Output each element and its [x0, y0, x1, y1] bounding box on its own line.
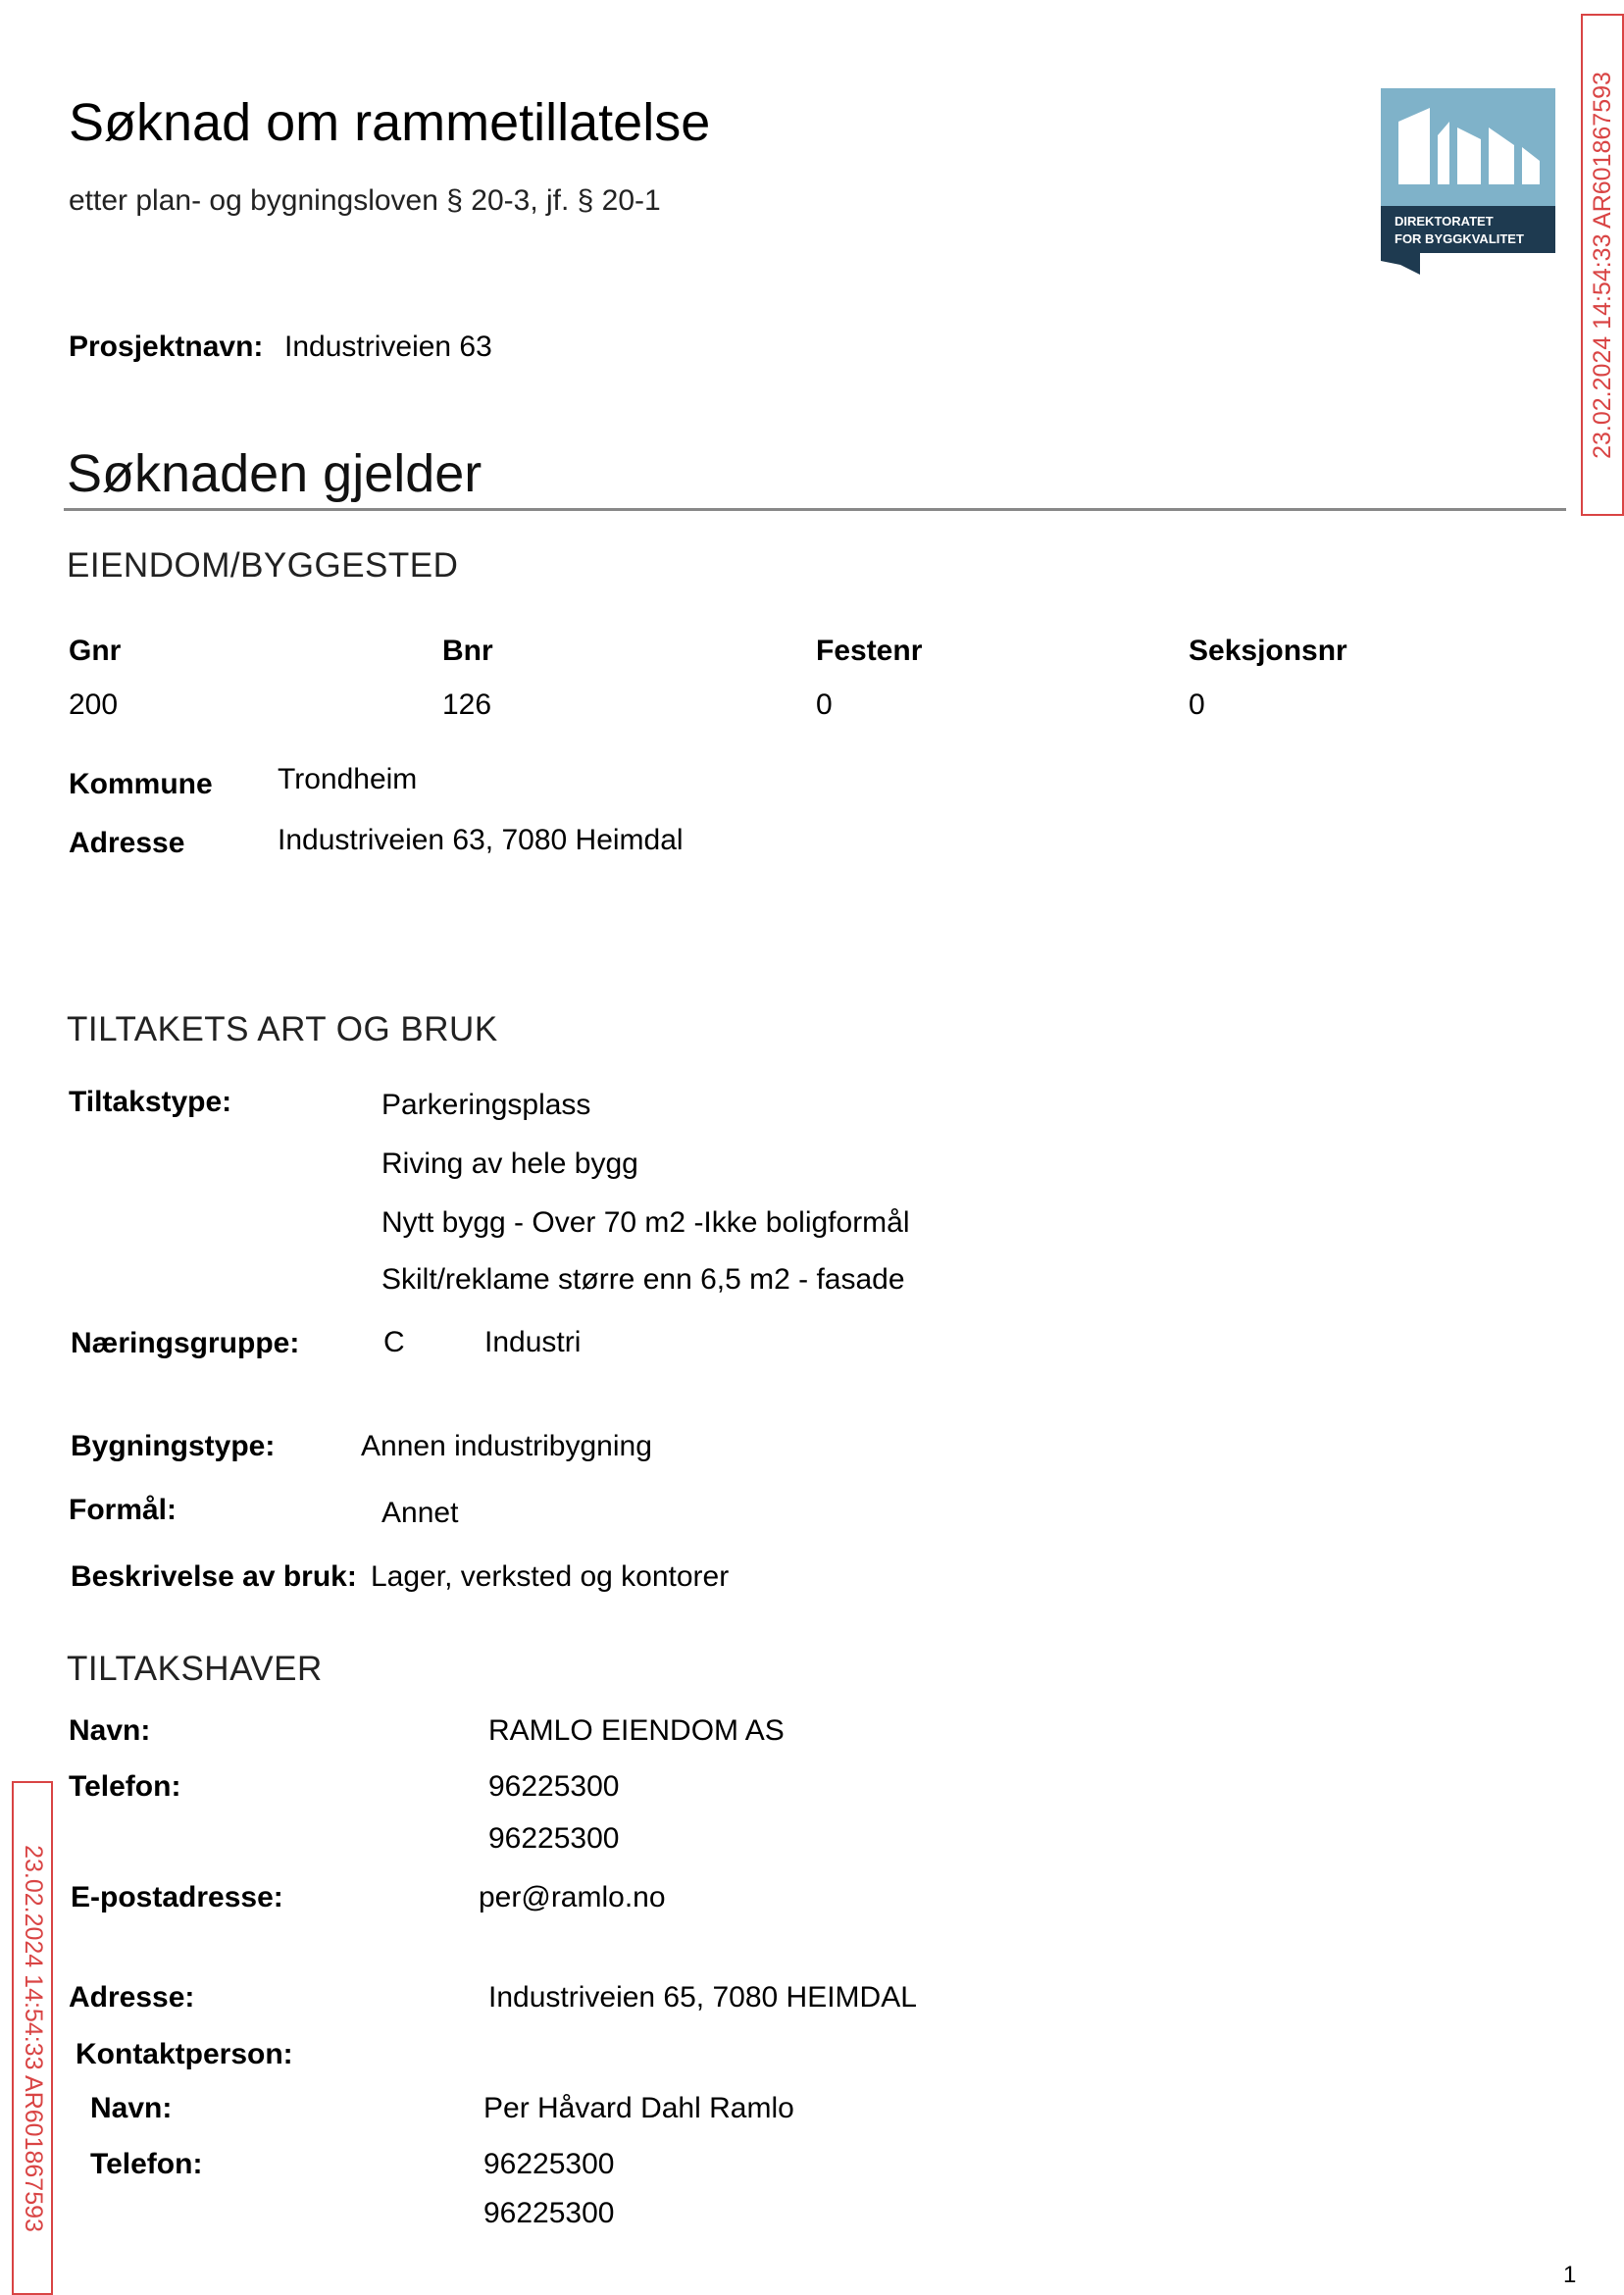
naeringsgruppe-code: C	[383, 1326, 405, 1358]
kommune-label: Kommune	[69, 768, 213, 800]
project-label: Prosjektnavn:	[69, 331, 264, 363]
adresse-value: Industriveien 63, 7080 Heimdal	[278, 824, 684, 856]
epost-label: E-postadresse:	[71, 1881, 283, 1913]
tiltakstype-item: Skilt/reklame større enn 6,5 m2 - fasade	[381, 1263, 905, 1296]
telefon-value: 96225300	[488, 1822, 620, 1855]
kommune-value: Trondheim	[278, 763, 418, 795]
date-stamp-top	[1581, 14, 1624, 516]
heading-divider	[64, 508, 1566, 511]
tiltakstype-label: Tiltakstype:	[69, 1086, 232, 1118]
bruk-value: Lager, verksted og kontorer	[371, 1560, 730, 1593]
formaal-label: Formål:	[69, 1494, 178, 1526]
section-heading: Søknaden gjelder	[67, 444, 482, 503]
dibk-logo	[1381, 88, 1555, 275]
eiendom-heading: EIENDOM/BYGGESTED	[67, 546, 459, 585]
tiltakstype-item: Riving av hele bygg	[381, 1148, 638, 1180]
telefon-value: 96225300	[488, 1770, 620, 1803]
document-title: Søknad om rammetillatelse	[69, 93, 711, 152]
bygningstype-value: Annen industribygning	[361, 1430, 652, 1462]
naeringsgruppe-name: Industri	[484, 1326, 582, 1358]
bnr-value: 126	[442, 688, 492, 721]
date-stamp-text: 23.02.2024 14:54:33 AR601867593	[19, 1844, 47, 2232]
festenr-value: 0	[816, 688, 833, 721]
kontakt-telefon-value: 96225300	[483, 2148, 615, 2180]
seksjonsnr-value: 0	[1189, 688, 1205, 721]
bnr-label: Bnr	[442, 635, 493, 667]
tiltakstype-item: Parkeringsplass	[381, 1089, 591, 1121]
tiltakshaver-heading: TILTAKSHAVER	[67, 1650, 323, 1688]
document-subtitle: etter plan- og bygningsloven § 20-3, jf. § 20-1	[69, 184, 661, 217]
tiltak-heading: TILTAKETS ART OG BRUK	[67, 1010, 498, 1048]
epost-value: per@ramlo.no	[479, 1881, 666, 1913]
formaal-value: Annet	[381, 1497, 459, 1529]
date-stamp-left	[12, 1781, 53, 2295]
date-stamp-text: 23.02.2024 14:54:33 AR601867593	[1588, 71, 1616, 459]
seksjonsnr-label: Seksjonsnr	[1189, 635, 1347, 667]
logo-text-line2: FOR BYGGKVALITET	[1395, 231, 1524, 246]
tiltakshaver-adresse-label: Adresse:	[69, 1981, 195, 2014]
tiltakstype-item: Nytt bygg - Over 70 m2 -Ikke boligformål	[381, 1206, 910, 1239]
kontakt-navn-value: Per Håvard Dahl Ramlo	[483, 2092, 794, 2124]
kontakt-navn-label: Navn:	[90, 2092, 173, 2124]
page-number: 1	[1563, 2262, 1577, 2288]
adresse-label: Adresse	[69, 827, 185, 859]
logo-text-line1: DIREKTORATET	[1395, 214, 1494, 229]
gnr-label: Gnr	[69, 635, 122, 667]
festenr-label: Festenr	[816, 635, 923, 667]
bygningstype-label: Bygningstype:	[71, 1430, 276, 1462]
gnr-value: 200	[69, 688, 119, 721]
navn-label: Navn:	[69, 1714, 151, 1747]
navn-value: RAMLO EIENDOM AS	[488, 1714, 785, 1747]
kontakt-telefon-value: 96225300	[483, 2197, 615, 2229]
bruk-label: Beskrivelse av bruk:	[71, 1560, 357, 1593]
naeringsgruppe-label: Næringsgruppe:	[71, 1327, 300, 1359]
kontakt-telefon-label: Telefon:	[90, 2148, 203, 2180]
telefon-label: Telefon:	[69, 1770, 181, 1803]
tiltakshaver-adresse-value: Industriveien 65, 7080 HEIMDAL	[488, 1981, 917, 2014]
project-value: Industriveien 63	[284, 331, 492, 363]
kontaktperson-label: Kontaktperson:	[76, 2038, 293, 2070]
